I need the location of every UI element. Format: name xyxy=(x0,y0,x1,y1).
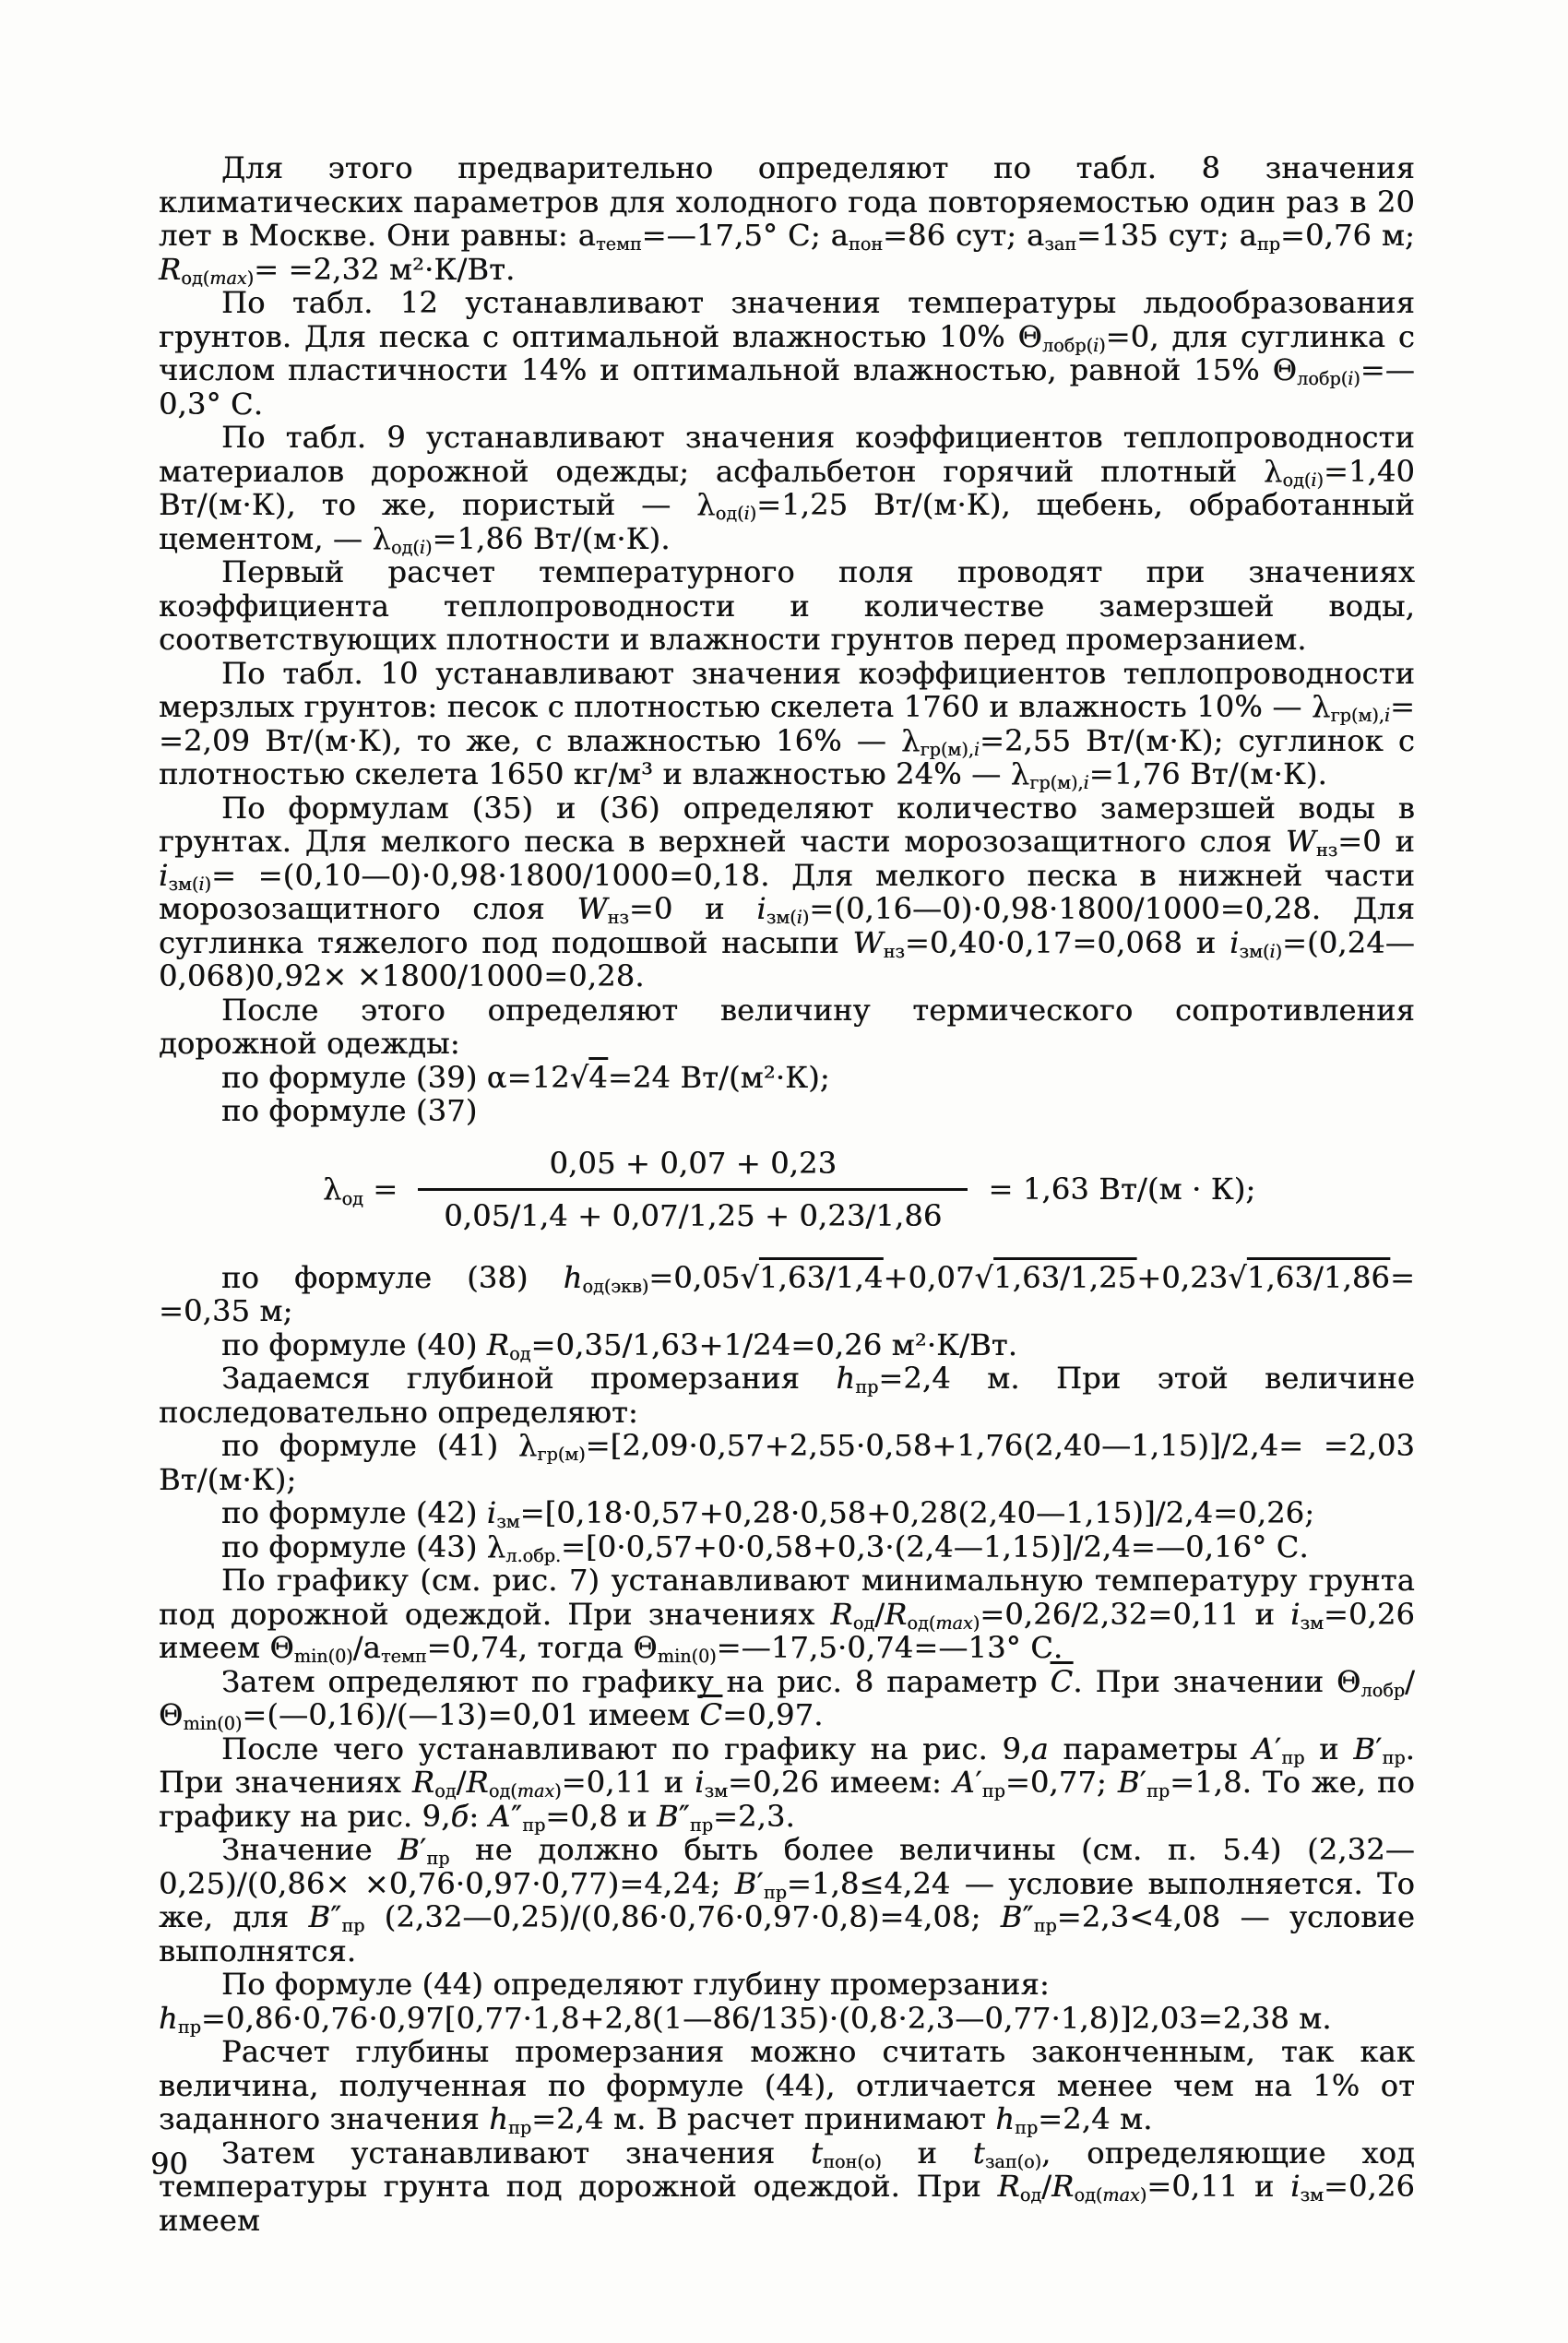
paragraph: По графику (см. рис. 7) устанавливают минимальную температуру грунта под дорожной одеждой. При значениях $R_{од}/R_{од(max)}=0,26/2,32=0,11$ и $i_{зм}=0,26$ имеем $\Theta_{min(0)}/а_{темп}=0,74$, тогда $\Theta_{min(0)}=—17,5\cdot 0,74=—13^\circ$ С. xyxy=(159,1563,1415,1668)
paragraph: После чего устанавливают по графику на рис. 9,а параметры $А'_{пр}$ и $В'_{пр}$. При значениях $R_{од}/R_{од(max)}=0,11$ и $i_{зм}=0,26$ имеем: $А'_{пр}=0,77$; $В'_{пр}=1,8$. То же, по графику на рис. 9,б: $А''_{пр}=0,8$ и $В''_{пр}=2,3$. xyxy=(159,1730,1415,1836)
page-number: 90 xyxy=(150,2147,188,2182)
paragraph: Для этого предварительно определяют по табл. 8 значения климатических параметров для холодного года повторяемостью один раз в 20 лет в Москве. Они равны: $а_{темп}=—17,5^\circ$ С; $а_{пон}=86$ сут; $а_{зап}=135$ сут; $а_{пр}=0,76$ м; $R_{од(max)}= =2,32$ м²·К/Вт. xyxy=(159,150,1416,289)
fraction-numerator: 0,05 + 0,07 + 0,23 xyxy=(549,1145,837,1181)
formula-rhs: = 1,63 Вт/(м · К); xyxy=(988,1172,1256,1207)
paragraph: После этого определяют величину термического сопротивления дорожной одежды: xyxy=(159,992,1415,1061)
paragraph: Затем устанавливают значения $t_{пон(о)}$ и $t_{зап(о)}$, определяющие ход температуры грунта под дорожной одеждой. При $R_{од}/R_{од(max)}=0,11$ и $i_{зм}=0,26$ имеем xyxy=(159,2135,1415,2238)
formula-lhs: $\lambda_{од}$ = xyxy=(323,1172,398,1209)
paragraph: Задаемся глубиной промерзания $h_{пр}=2,4$ м. При этой величине последовательно определяют: xyxy=(159,1361,1416,1430)
fraction-denominator: 0,05/1,4 + 0,07/1,25 + 0,23/1,86 xyxy=(418,1188,968,1233)
paragraph: По формуле (44) определяют глубину промерзания: xyxy=(221,1967,1050,2002)
paragraph: $h_{пр}=0,86\cdot 0,76\cdot 0,97[0,77\cdot 1,8+2,8(1—86/135)\cdot(0,8\cdot 2,3—0,77\cdot 1,8)]2,03=2,38$ м. xyxy=(159,2000,1332,2038)
paragraph: По формулам (35) и (36) определяют количество замерзшей воды в грунтах. Для мелкого песка в верхней части морозозащитного слоя $W_{нз}=0$ и $i_{зм(i)}=$ =(0,10—0)·0,98·1800/1000=0,18. Для мелкого песка в нижней части морозозащитного слоя $W_{нз}=0$ и $i_{зм(i)}=(0,16—0)\cdot 0,98\cdot 1800/1000=0,28$. Для суглинка тяжелого под подошвой насыпи $W_{нз}=0,40\cdot 0,17=0,068$ и $i_{зм(i)}=(0,24—0,068)0,92\times \times 1800/1000=0,28$. xyxy=(159,790,1415,993)
paragraph: по формуле (38) $h_{од(экв)}=0,05√1,63/1,4+0,07√1,63/1,25+0,23√1,63/1,86= =0,35$ м; xyxy=(159,1259,1415,1328)
paragraph: По табл. 12 устанавливают значения температуры льдообразования грунтов. Для песка с оптимальной влажностью 10% $\Theta_{лобр(i)}=0$, для суглинка с числом пластичности 14% и оптимальной влажностью, равной 15% $\Theta_{лобр(i)}=—0,3^\circ$ С. xyxy=(159,285,1415,422)
paragraph: По табл. 9 устанавливают значения коэффициентов теплопроводности материалов дорожной одежды; асфальбетон горячий плотный $\lambda_{од(i)}=1,40$ Вт/(м·К), то же, пористый — $\lambda_{од(i)}=1,25$ Вт/(м·К), щебень, обработанный цементом, — $\lambda_{од(i)}=1,86$ Вт/(м·К). xyxy=(159,420,1415,558)
text-column xyxy=(159,151,1415,2237)
paragraph: по формуле (40) $R_{од}=0,35/1,63+1/24=0,26$ м²·К/Вт. xyxy=(221,1326,1018,1364)
paragraph: Расчет глубины промерзания можно считать законченным, так как величина, полученная по формуле (44), отличается менее чем на 1% от заданного значения $h_{пр}=2,4$ м. В расчет принимают $h_{пр}=2,4$ м. xyxy=(159,2034,1415,2139)
paragraph: по формуле (37) xyxy=(221,1093,478,1128)
paragraph: Первый расчет температурного поля проводят при значениях коэффициента теплопроводности и количестве замерзшей воды, соответствующих плотности и влажности грунтов перед промерзанием. xyxy=(159,554,1415,657)
formula-fraction xyxy=(418,1147,968,1233)
paragraph: по формуле (43) $\lambda_{л.обр.}=[0\cdot 0,57+0\cdot 0,58+0,3\cdot(2,4—1,15)]/2,4=—0,16^\circ$ С. xyxy=(221,1528,1309,1566)
paragraph: по формуле (39) α=12√4=24 Вт/(м²·К); xyxy=(221,1059,830,1095)
paragraph: Значение $В'_{пр}$ не должно быть более величины (см. п. 5.4) (2,32—0,25)/(0,86× ×0,76·0,97·0,77)=4,24; $В'_{пр}=1,8\le 4,24$ — условие выполняется. То же, для $В''_{пр}$ (2,32—0,25)/(0,86·0,76·0,97·0,8)=4,08; $В''_{пр}=2,3<4,08$ — условие выполнятся. xyxy=(159,1832,1416,1968)
paragraph: по формуле (41) $\lambda_{гр(м)}=[2,09\cdot 0,57+2,55\cdot 0,58+1,76(2,40—1,15)]/2,4= =2,03$ Вт/(м·К); xyxy=(159,1428,1415,1497)
display-formula xyxy=(323,1147,1415,1233)
paragraph: Затем определяют по графику на рис. 8 параметр $\overline{C}$. При значении $\Theta_{лобр}/\Theta_{min(0)}=(—0,16)/(—13)=0,01$ имеем $\overline{C}=0,97$. xyxy=(159,1663,1416,1735)
paragraph: По табл. 10 устанавливают значения коэффициентов теплопроводности мерзлых грунтов: песок с плотностью скелета 1760 и влажность 10% — $\lambda_{гр(м),i}= =2,09$ Вт/(м·К), то же, с влажностью 16% — $\lambda_{гр(м),i}=2,55$ Вт/(м·К); суглинок с плотностью скелета 1650 кг/м³ и влажностью 24% — $\lambda_{гр(м),i}=1,76$ Вт/(м·К). xyxy=(159,655,1415,794)
paragraph: по формуле (42) $i_{зм}=[0,18\cdot 0,57+0,28\cdot 0,58+0,28(2,40—1,15)]/2,4=0,26$; xyxy=(221,1495,1315,1533)
